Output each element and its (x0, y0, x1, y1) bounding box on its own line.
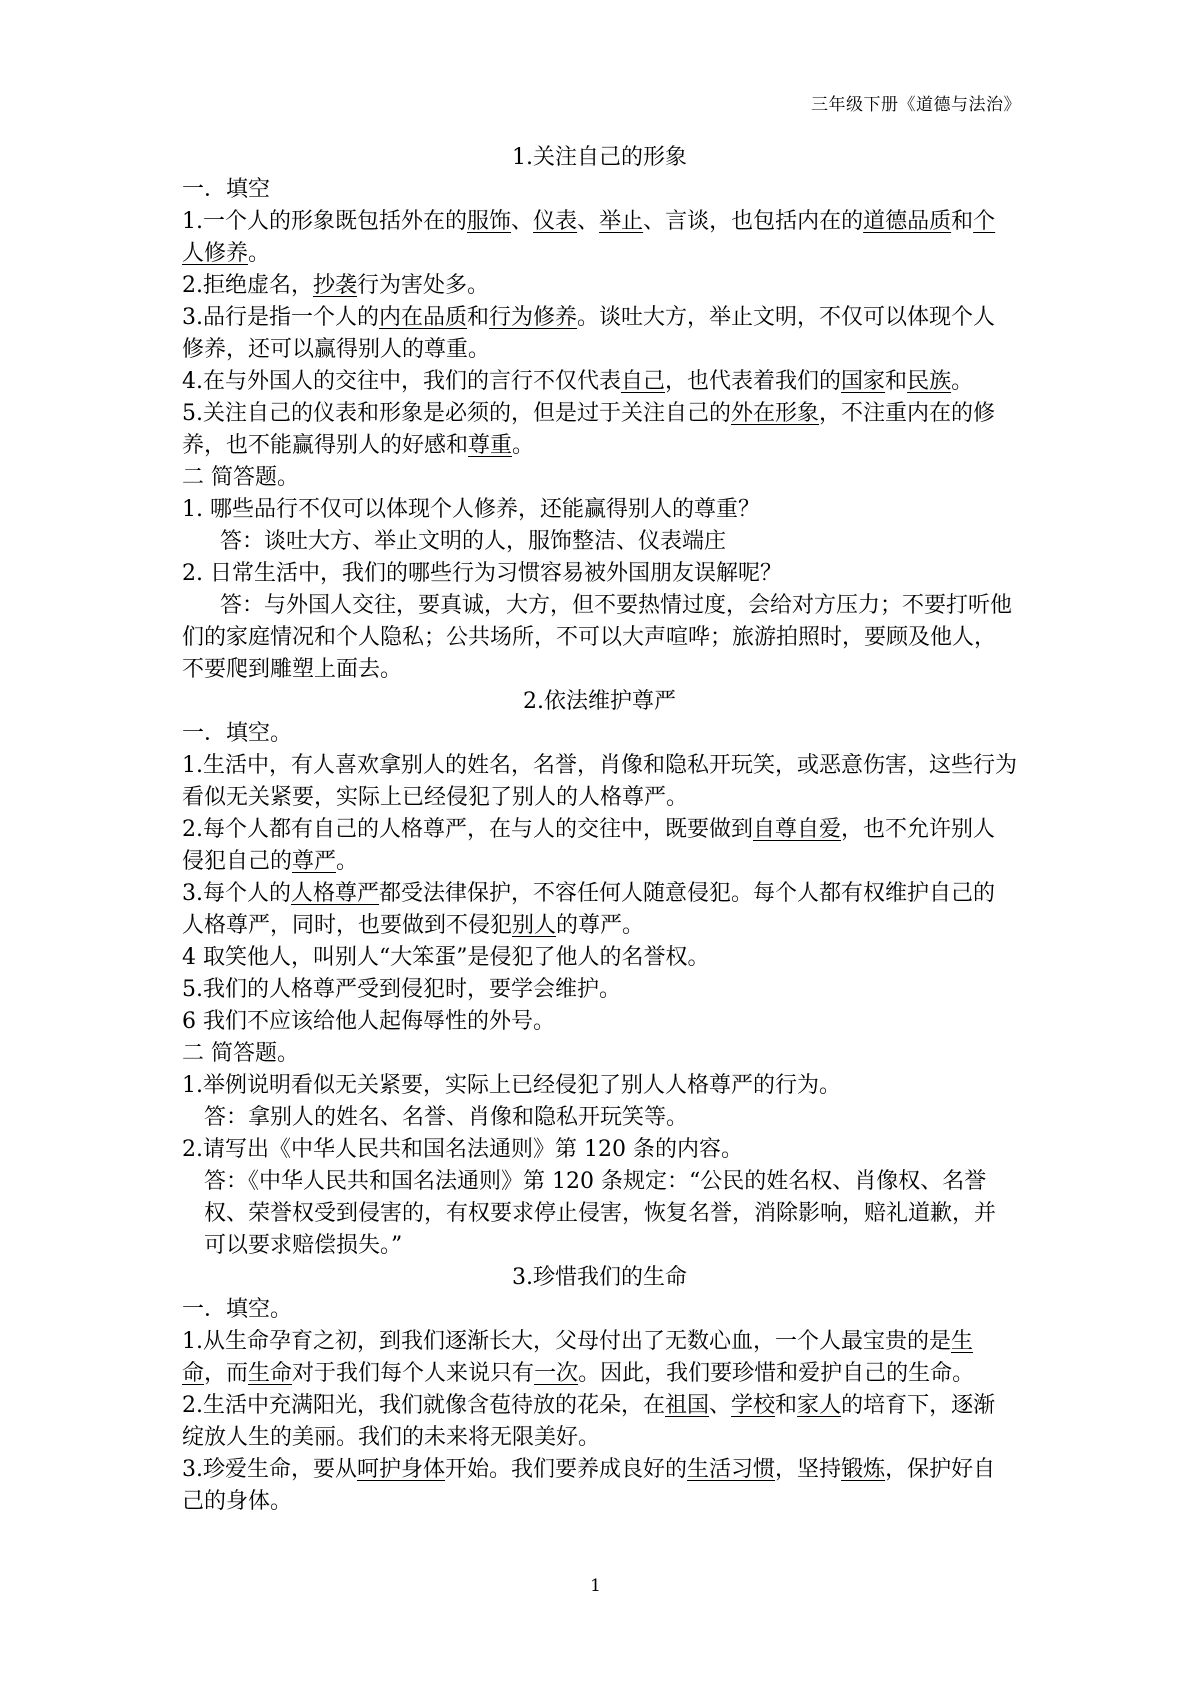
fill-question: 6 我们不应该给他人起侮辱性的外号。 (182, 1009, 555, 1034)
fill-question: 3.珍爱生命，要从呵护身体开始。我们要养成良好的生活习惯，坚持锻炼，保护好自己的身体。 (182, 1457, 996, 1514)
page-number: 1 (590, 1576, 601, 1596)
fill-question: 2.生活中充满阳光，我们就像含苞待放的花朵，在祖国、学校和家人的培育下，逐渐绽放人生的美丽。我们的未来将无限美好。 (182, 1393, 996, 1450)
answer: 答：拿别人的姓名、名誉、肖像和隐私开玩笑等。 (204, 1105, 689, 1130)
fill-question: 2.每个人都有自己的人格尊严，在与人的交往中，既要做到自尊自爱，也不允许别人侵犯自己的尊严。 (182, 817, 996, 874)
fill-question: 1.一个人的形象既包括外在的服饰、仪表、举止、言谈，也包括内在的道德品质和个人修养。 (182, 209, 996, 266)
document-body (182, 142, 1017, 1518)
subheading: 二 简答题。 (182, 465, 299, 490)
fill-question: 5.我们的人格尊严受到侵犯时，要学会维护。 (182, 977, 621, 1002)
subheading: 一．填空。 (182, 1297, 293, 1322)
fill-question: 5.关注自己的仪表和形象是必须的，但是过于关注自己的外在形象，不注重内在的修养，也不能赢得别人的好感和尊重。 (182, 401, 996, 458)
fill-question: 1.生活中，有人喜欢拿别人的姓名，名誉，肖像和隐私开玩笑，或恶意伤害，这些行为看似无关紧要，实际上已经侵犯了别人的人格尊严。 (182, 753, 1017, 810)
fill-question: 4.在与外国人的交往中，我们的言行不仅代表自己，也代表着我们的国家和民族。 (182, 369, 974, 394)
subheading: 一．填空 (182, 177, 271, 202)
answer: 答：与外国人交往，要真诚，大方，但不要热情过度，会给对方压力；不要打听他们的家庭情况和个人隐私；公共场所，不可以大声喧哗；旅游拍照时，要顾及他人，不要爬到雕塑上面去。 (182, 593, 1013, 682)
fill-question: 3.每个人的人格尊严都受法律保护，不容任何人随意侵犯。每个人都有权维护自己的人格尊严，同时，也要做到不侵犯别人的尊严。 (182, 881, 996, 938)
fill-question: 4 取笑他人，叫别人“大笨蛋”是侵犯了他人的名誉权。 (182, 945, 710, 970)
short-question: 1. 哪些品行不仅可以体现个人修养，还能赢得别人的尊重？ (182, 497, 760, 522)
short-question: 2.请写出《中华人民共和国名法通则》第 120 条的内容。 (182, 1137, 743, 1162)
section-title: 2.依法维护尊严 (523, 689, 676, 714)
subheading: 二 简答题。 (182, 1041, 299, 1066)
page-header: 三年级下册《道德与法治》 (811, 95, 1021, 115)
short-question: 2. 日常生活中，我们的哪些行为习惯容易被外国朋友误解呢？ (182, 561, 782, 586)
fill-question: 3.品行是指一个人的内在品质和行为修养。谈吐大方，举止文明，不仅可以体现个人修养，还可以赢得别人的尊重。 (182, 305, 996, 362)
subheading: 一．填空。 (182, 721, 293, 746)
section-title: 3.珍惜我们的生命 (512, 1265, 687, 1290)
short-question: 1.举例说明看似无关紧要，实际上已经侵犯了别人人格尊严的行为。 (182, 1073, 841, 1098)
answer: 答：谈吐大方、举止文明的人，服饰整洁、仪表端庄 (220, 529, 727, 554)
answer: 答：《中华人民共和国名法通则》第 120 条规定：“公民的姓名权、肖像权、名誉权、荣誉权受到侵害的，有权要求停止侵害，恢复名誉，消除影响，赔礼道歉，并可以要求赔偿损失。” (204, 1169, 997, 1258)
section-title: 1.关注自己的形象 (512, 145, 687, 170)
fill-question: 2.拒绝虚名，抄袭行为害处多。 (182, 273, 490, 298)
fill-question: 1.从生命孕育之初，到我们逐渐长大，父母付出了无数心血，一个人最宝贵的是生命，而生命对于我们每个人来说只有一次。因此，我们要珍惜和爱护自己的生命。 (182, 1329, 975, 1386)
